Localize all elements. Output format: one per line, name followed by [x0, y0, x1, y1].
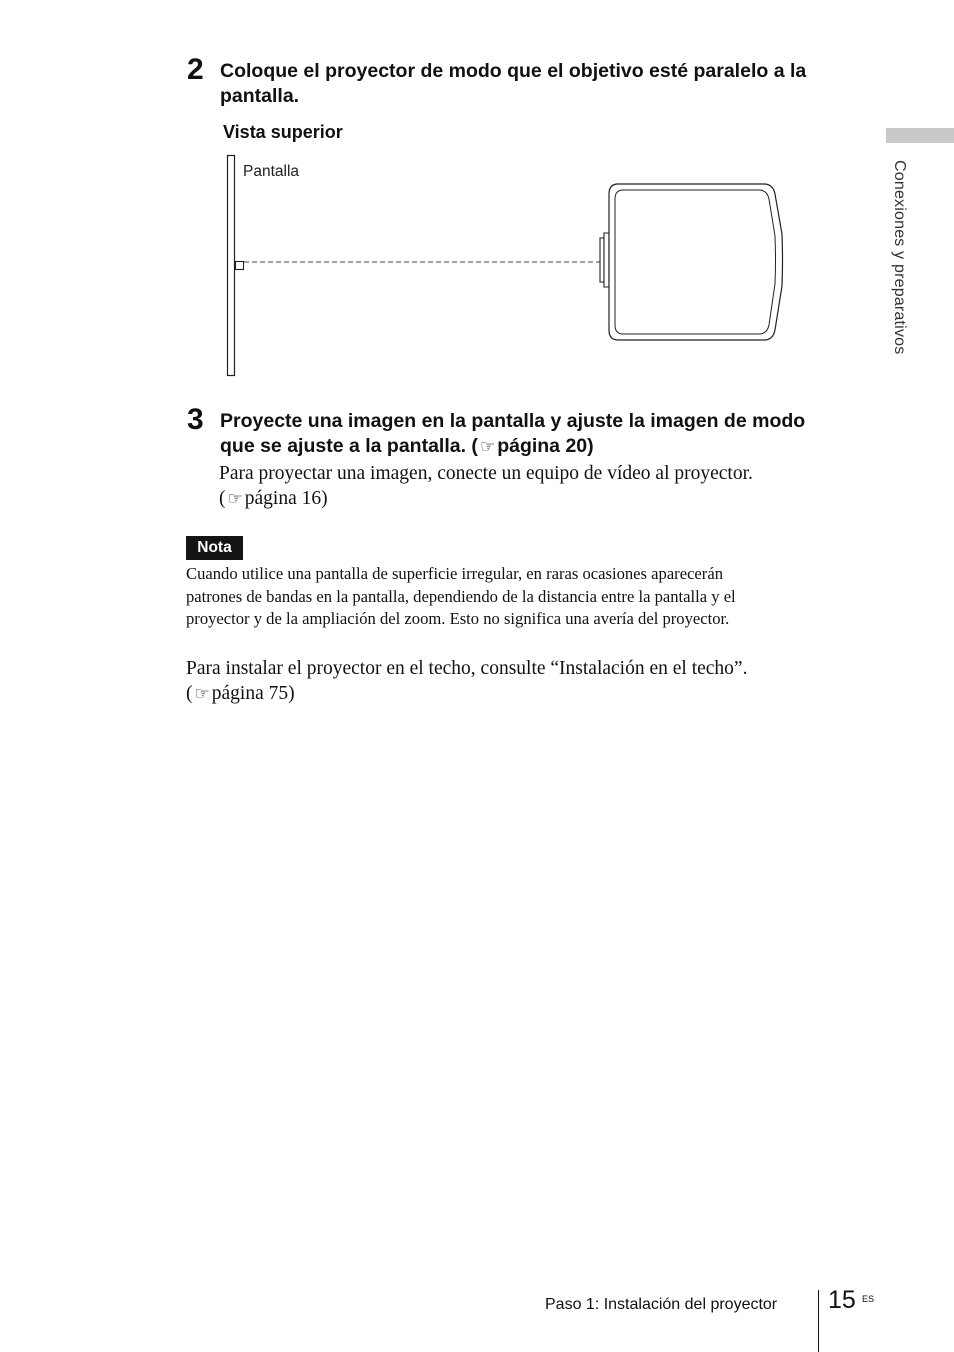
page-reference-icon: ☞: [479, 437, 496, 457]
side-tab-label: Conexiones y preparativos: [891, 160, 908, 355]
footer-section-title: Paso 1: Instalación del proyector: [545, 1296, 778, 1313]
projector-shape: [600, 184, 783, 340]
ceiling-page-reference: página 75): [211, 683, 295, 704]
note-line-1: Cuando utilice una pantalla de superficie irregular, en raras ocasiones aparecerán: [186, 564, 723, 583]
step-2-heading-line-2: pantalla.: [220, 85, 300, 107]
step-2-heading: [220, 59, 806, 109]
page-reference-icon: ☞: [194, 684, 210, 704]
step-2-number: 2: [187, 53, 204, 86]
ceiling-paragraph: [186, 656, 747, 707]
step-3-heading-line-2: [220, 434, 805, 460]
side-tab-marker: [886, 128, 954, 143]
page-number: 15: [828, 1286, 856, 1314]
lens-point-marker: [236, 262, 244, 270]
ceiling-line-2: [186, 681, 747, 707]
footer-divider: [818, 1290, 819, 1352]
step-3-heading-line-1: Proyecte una imagen en la pantalla y ajuste la imagen de modo: [220, 410, 806, 432]
note-line-3: proyector y de la ampliación del zoom. Esto no significa una avería del proyector.: [186, 609, 730, 628]
step-3-body-line-1: Para proyectar una imagen, conecte un equipo de vídeo al proyector.: [219, 463, 753, 484]
step-3-number: 3: [187, 403, 204, 436]
screen-shape: [228, 156, 235, 376]
step-3-page-reference: página 20): [497, 435, 594, 457]
step-2-heading-line-1: Coloque el proyector de modo que el objetivo esté paralelo a la: [220, 60, 807, 82]
top-view-diagram: [220, 150, 800, 382]
diagram-caption: Vista superior: [223, 122, 343, 142]
note-line-2: patrones de bandas en la pantalla, dependiendo de la distancia entre la pantalla y el: [186, 586, 736, 606]
top-view-svg: [220, 150, 800, 382]
screen-label: Pantalla: [243, 163, 300, 180]
ceiling-line-1: Para instalar el proyector en el techo, consulte “Instalación en el techo”.: [186, 658, 748, 679]
step-3-body: [219, 461, 753, 512]
step-3-body-line-2: [219, 486, 753, 512]
ceiling-paren: (: [186, 683, 193, 704]
page-reference-icon: ☞: [227, 489, 243, 509]
note-badge: Nota: [186, 536, 243, 560]
note-text: [186, 563, 736, 631]
step-3-heading-text: que se ajuste a la pantalla. (: [220, 435, 478, 457]
step-3-body-page-reference: página 16): [244, 488, 328, 509]
step-3-heading: [220, 409, 805, 460]
step-3-body-paren: (: [219, 488, 226, 509]
language-code: ES: [862, 1294, 875, 1304]
